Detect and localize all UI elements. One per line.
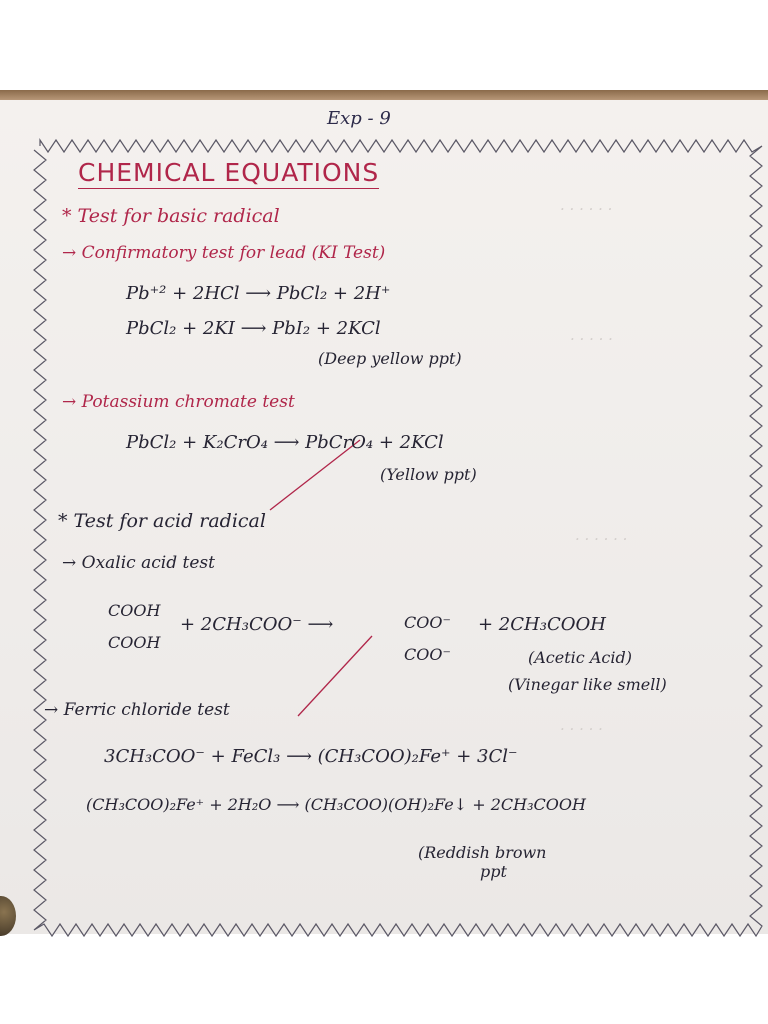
oxalic-note-2: (Vinegar like smell) [508, 675, 667, 694]
lead-equation-2: PbCl₂ + 2KI ⟶ PbI₂ + 2KCl [126, 318, 381, 339]
bleed-through-text: · · · · · [560, 720, 603, 738]
page-title [78, 158, 379, 187]
ferric-note-1: (Reddish brown [418, 843, 547, 862]
bleed-through-text: · · · · · · [560, 200, 613, 218]
basic-radical-header: * Test for basic radical [62, 205, 280, 227]
oxalic-note-1: (Acetic Acid) [528, 648, 632, 667]
acid-radical-header: * Test for acid radical [58, 510, 266, 532]
page-heading: Exp - 9 [327, 108, 391, 129]
ferric-equation-2: (CH₃COO)₂Fe⁺ + 2H₂O ⟶ (CH₃COO)(OH)₂Fe↓ + 2CH₃COOH [86, 795, 586, 814]
ferric-equation-1: 3CH₃COO⁻ + FeCl₃ ⟶ (CH₃COO)₂Fe⁺ + 3Cl⁻ [104, 746, 518, 767]
oxalic-reactant-top: COOH [108, 601, 161, 620]
chromate-test-label: → Potassium chromate test [62, 392, 295, 412]
page-title-text: CHEMICAL EQUATIONS [78, 158, 380, 187]
oxalic-product-top: COO⁻ [404, 613, 451, 632]
ferric-test-label: → Ferric chloride test [44, 700, 230, 720]
oxalic-product-bottom: COO⁻ [404, 645, 451, 664]
ferric-note-2: ppt [480, 862, 507, 881]
oxalic-equation-middle: + 2CH₃COO⁻ ⟶ [180, 614, 334, 635]
lead-equation-1: Pb⁺² + 2HCl ⟶ PbCl₂ + 2H⁺ [126, 283, 391, 304]
oxalic-test-label: → Oxalic acid test [62, 553, 215, 573]
chromate-equation-1-note: (Yellow ppt) [380, 465, 477, 484]
oxalic-reactant-bottom: COOH [108, 633, 161, 652]
bleed-through-text: · · · · · · [575, 530, 628, 548]
correction-stroke-2 [298, 636, 372, 716]
chromate-equation-1: PbCl₂ + K₂CrO₄ ⟶ PbCrO₄ + 2KCl [126, 432, 444, 453]
lead-equation-2-note: (Deep yellow ppt) [318, 349, 462, 368]
oxalic-product-rest: + 2CH₃COOH [478, 614, 606, 635]
bleed-through-text: · · · · · [570, 330, 613, 348]
lead-test-label: → Confirmatory test for lead (KI Test) [62, 243, 386, 263]
